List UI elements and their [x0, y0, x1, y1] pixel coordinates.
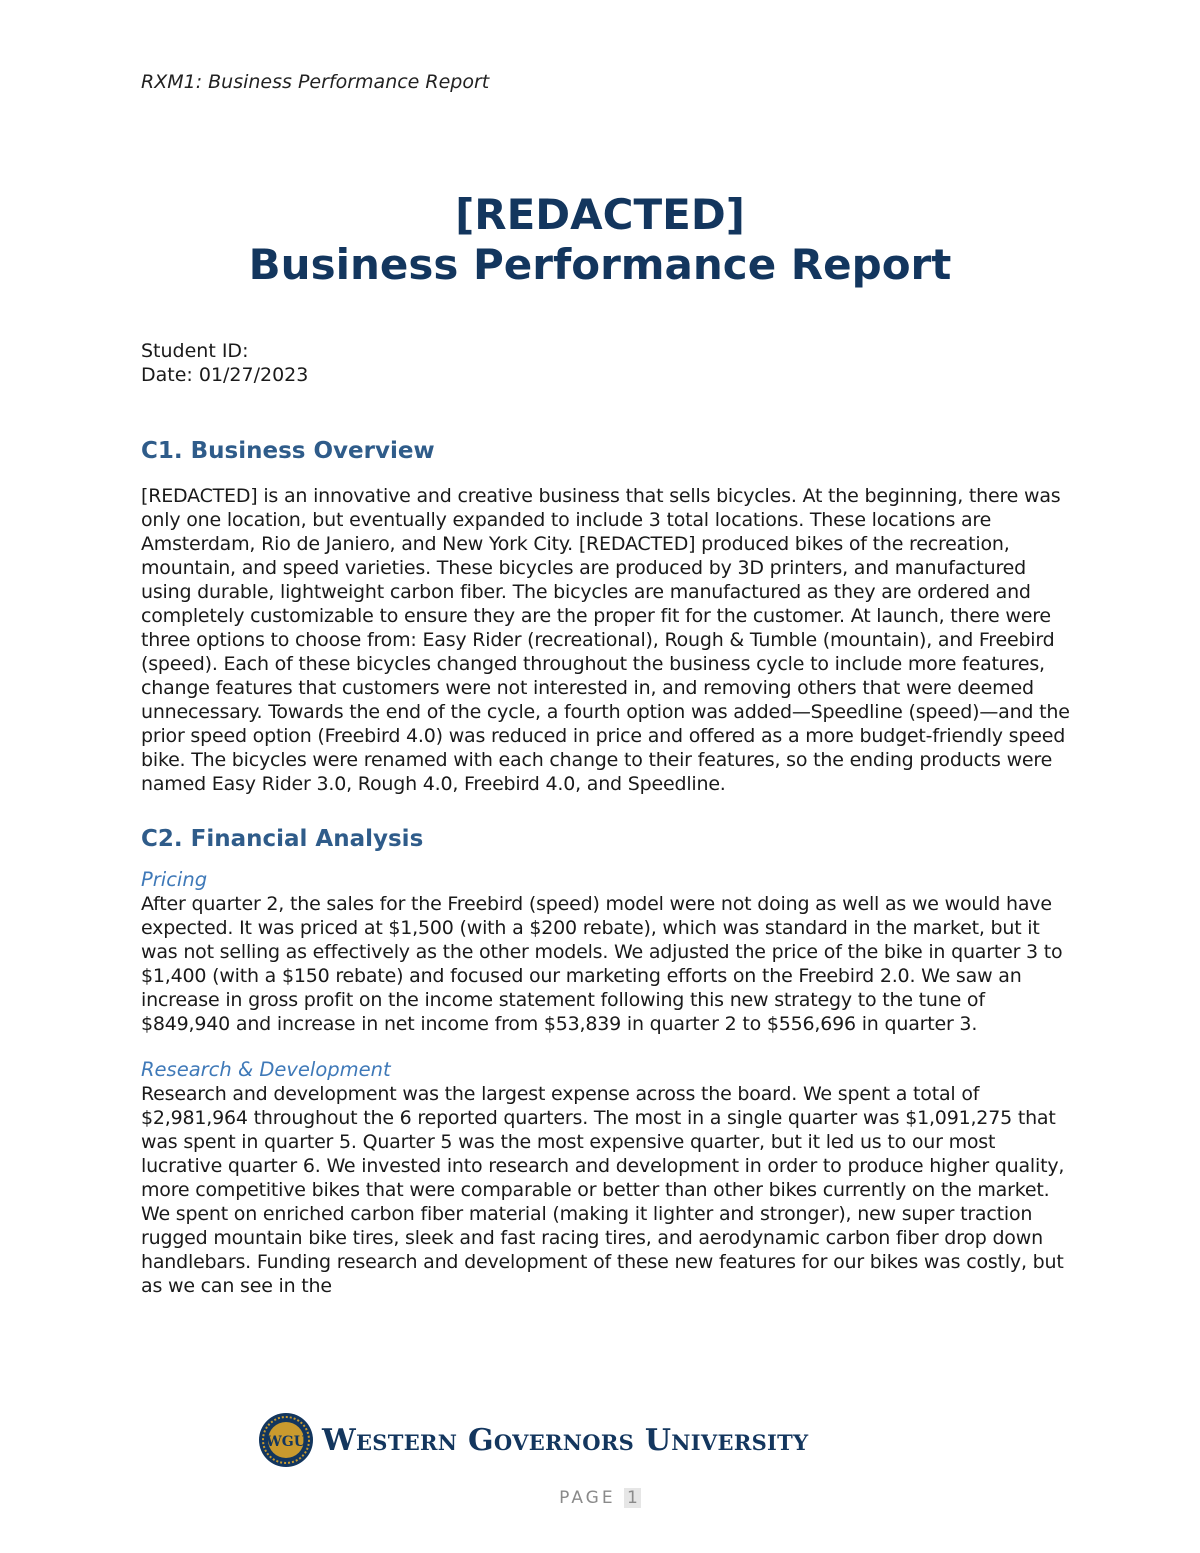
running-header: RXM1: Business Performance Report: [141, 71, 490, 93]
meta-block: [141, 339, 308, 387]
section-heading-overview: C1. Business Overview: [141, 438, 435, 464]
subheading-pricing: Pricing: [141, 868, 208, 891]
page-title: Business Performance Report: [248, 240, 952, 289]
page-label: PAGE: [559, 1488, 616, 1508]
university-seal-icon: [258, 1412, 314, 1468]
subheading-research: Research & Development: [141, 1058, 391, 1081]
page-number-value: 1: [624, 1488, 641, 1508]
title-block: [0, 190, 1200, 290]
research-paragraph: Research and development was the largest expense across the board. We spent a total of $2,981,964 throughout the 6 reported quarters. The most in a single quarter was $1,091,275 that was spent in quarter 5. Quarter 5 was the most expensive quarter, but it led us to our most lucrative quarter 6. We invested into research and development in order to produce higher quality, more competitive bikes that were comparable or better than other bikes currently on the market. We spent on enriched carbon fiber material (making it lighter and stronger), new super traction rugged mountain bike tires, sleek and fast racing tires, and aerodynamic carbon fiber drop down handlebars. Funding research and development of these new features for our bikes was costly, but as we can see in the: [141, 1083, 1065, 1297]
university-wordmark: Western Governors University: [322, 1422, 809, 1458]
seal-lettering: WGU: [266, 1434, 306, 1450]
report-date: Date: 01/27/2023: [141, 364, 309, 386]
university-logo: [258, 1412, 908, 1468]
report-body: [141, 434, 1071, 1298]
section-heading-financial: C2. Financial Analysis: [141, 826, 424, 852]
title-line-redacted: [REDACTED]: [455, 190, 745, 239]
overview-paragraph: [REDACTED] is an innovative and creative business that sells bicycles. At the beginning, there was only one location, but eventually expanded to include 3 total locations. These locations are Amsterdam, Rio de Janiero, and New York City. [REDACTED] produced bikes of the recreation, mountain, and speed varieties. These bicycles are produced by 3D printers, and manufactured using durable, lightweight carbon fiber. The bicycles are manufactured as they are ordered and completely customizable to ensure they are the proper fit for the customer. At launch, there were three options to choose from: Easy Rider (recreational), Rough & Tumble (mountain), and Freebird (speed). Each of these bicycles changed throughout the business cycle to include more features, change features that customers were not interested in, and removing others that were deemed unnecessary. Towards the end of the cycle, a fourth option was added—Speedline (speed)—and the prior speed option (Freebird 4.0) was reduced in price and offered as a more budget-friendly speed bike. The bicycles were renamed with each change to their features, so the ending products were named Easy Rider 3.0, Rough 4.0, Freebird 4.0, and Speedline.: [141, 485, 1070, 795]
page-number: [0, 1488, 1200, 1508]
student-id: Student ID:: [141, 340, 249, 362]
pricing-paragraph: After quarter 2, the sales for the Freebird (speed) model were not doing as well as we would have expected. It was priced at $1,500 (with a $200 rebate), which was standard in the market, but it was not selling as effectively as the other models. We adjusted the price of the bike in quarter 3 to $1,400 (with a $150 rebate) and focused our marketing efforts on the Freebird 2.0. We saw an increase in gross profit on the income statement following this new strategy to the tune of $849,940 and increase in net income from $53,839 in quarter 2 to $556,696 in quarter 3.: [141, 893, 1063, 1035]
